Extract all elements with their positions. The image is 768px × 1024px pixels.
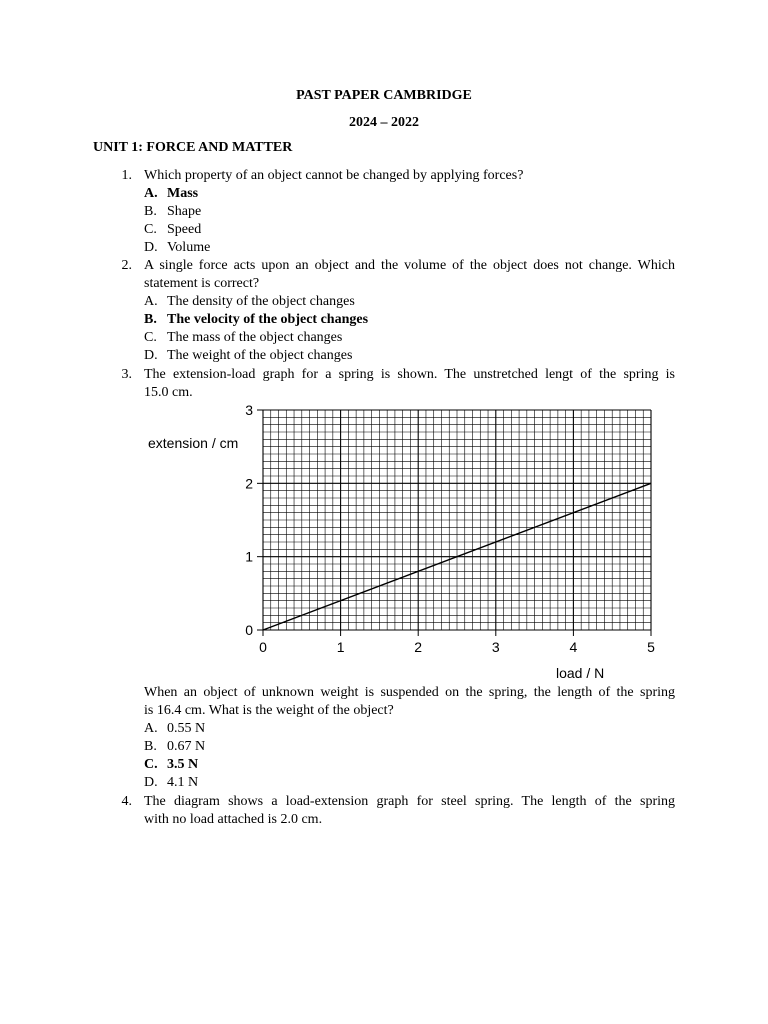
option-a [144, 185, 198, 203]
unit-heading: UNIT 1: FORCE AND MATTER [93, 140, 293, 155]
option-letter: A. [144, 721, 158, 736]
option-text: Shape [167, 204, 202, 219]
option-a [144, 720, 205, 738]
option-d [144, 347, 352, 365]
question-number: 4. [121, 794, 132, 809]
y-tick-label: 3 [245, 402, 253, 418]
year-range: 2024 – 2022 [349, 115, 419, 130]
option-text: 0.55 N [167, 721, 206, 736]
page-title: PAST PAPER CAMBRIDGE [296, 88, 472, 103]
option-text: 4.1 N [167, 775, 199, 790]
option-text: Volume [167, 240, 211, 255]
option-c [144, 329, 342, 347]
x-tick-label: 4 [569, 639, 578, 655]
option-b [144, 311, 368, 329]
option-letter: D. [144, 775, 158, 790]
question-text-line-2: 15.0 cm. [144, 385, 193, 400]
option-text: Speed [167, 222, 202, 237]
y-tick-label: 1 [245, 548, 253, 565]
question-text-line-1: A single force acts upon an object and the volume of the object does not change. Which [144, 258, 675, 273]
option-letter: A. [144, 294, 158, 309]
option-text: 0.67 N [167, 739, 206, 754]
question-text-line-2: with no load attached is 2.0 cm. [144, 812, 323, 827]
option-letter: B. [144, 739, 157, 754]
option-b [144, 738, 205, 756]
x-tick-label: 2 [414, 639, 423, 655]
question-text-line-1: The extension-load graph for a spring is shown. The unstretched lengt of the spring is [144, 367, 675, 382]
question-followup-line-2: is 16.4 cm. What is the weight of the object? [144, 703, 394, 718]
option-letter: D. [144, 348, 158, 363]
chart-minor-grid [263, 410, 651, 630]
extension-load-chart [140, 400, 680, 685]
question-number: 1. [121, 168, 132, 183]
option-a [144, 293, 355, 311]
question-text-line-1: The diagram shows a load-extension graph for steel spring. The length of the spring [144, 794, 675, 809]
option-letter: C. [144, 757, 158, 772]
option-text: The velocity of the object changes [167, 312, 369, 327]
question-number: 3. [121, 367, 132, 382]
chart-tick-labels [245, 402, 655, 655]
option-text: Mass [167, 186, 199, 201]
option-text: The mass of the object changes [167, 330, 343, 345]
question-followup-line-1: When an object of unknown weight is suspended on the spring, the length of the spring [144, 685, 675, 700]
option-c [144, 756, 198, 774]
x-axis-label: load / N [556, 665, 605, 681]
option-letter: D. [144, 240, 158, 255]
question-text-line-2: statement is correct? [144, 276, 260, 291]
x-tick-label: 3 [491, 639, 500, 655]
option-text: The weight of the object changes [167, 348, 353, 363]
x-tick-label: 0 [259, 639, 267, 655]
option-d [144, 239, 210, 257]
x-tick-label: 1 [336, 639, 345, 655]
x-tick-label: 5 [647, 639, 655, 655]
option-b [144, 203, 201, 221]
y-tick-label: 2 [245, 475, 253, 492]
question-text: Which property of an object cannot be changed by applying forces? [144, 168, 524, 183]
y-tick-label: 0 [245, 622, 253, 638]
chart-ticks [257, 410, 651, 636]
option-letter: B. [144, 312, 157, 327]
option-letter: A. [144, 186, 158, 201]
option-text: 3.5 N [167, 757, 199, 772]
option-text: The density of the object changes [167, 294, 355, 309]
y-axis-label: extension / cm [148, 435, 239, 451]
option-letter: C. [144, 330, 157, 345]
option-letter: B. [144, 204, 157, 219]
option-d [144, 774, 198, 792]
question-number: 2. [121, 258, 132, 273]
option-letter: C. [144, 222, 157, 237]
option-c [144, 221, 201, 239]
